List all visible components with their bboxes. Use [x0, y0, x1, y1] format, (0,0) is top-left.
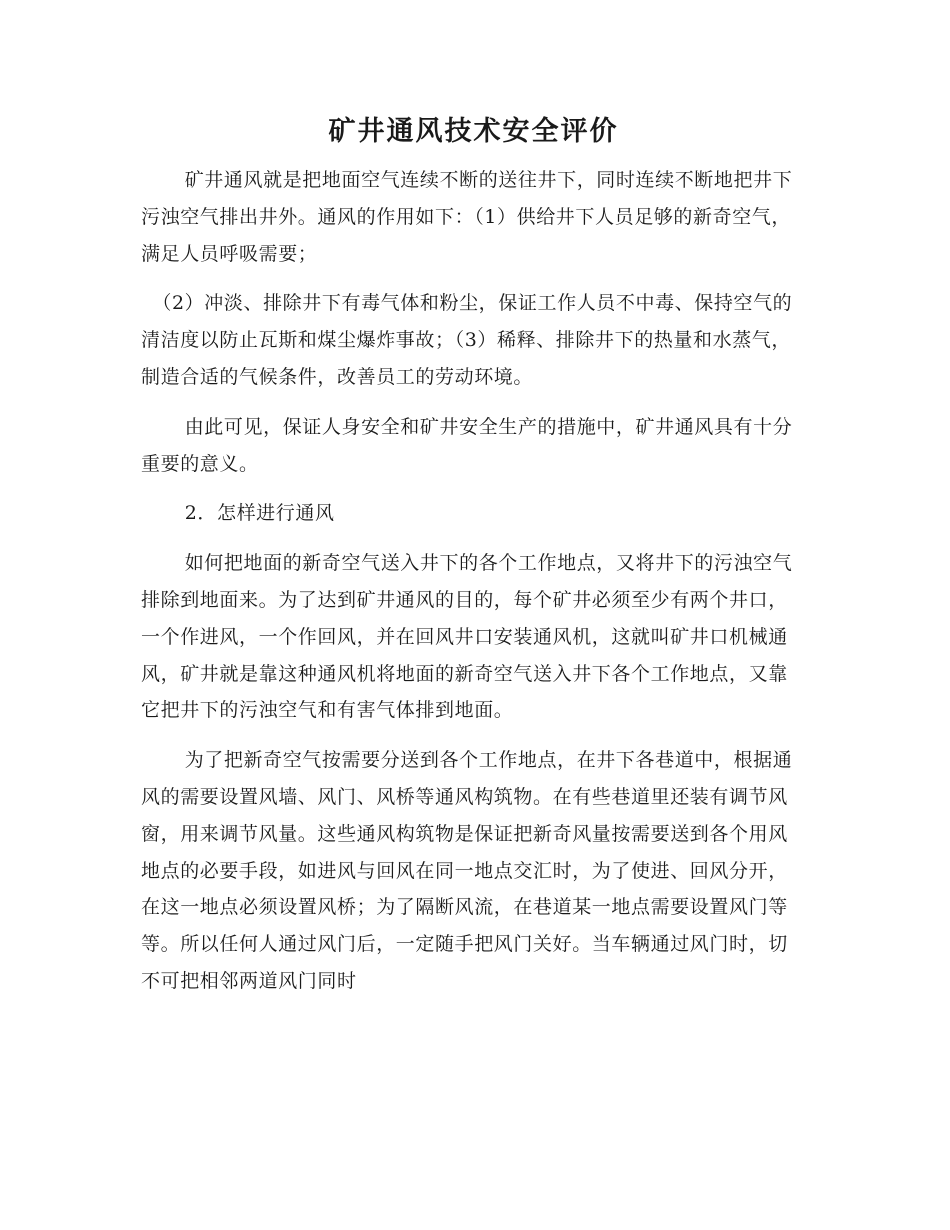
- paragraph-mechanical-ventilation: 如何把地面的新奇空气送入井下的各个工作地点，又将井下的污浊空气排除到地面来。为了达到矿井通风的目的，每个矿井必须至少有两个井口，一个作进风，一个作回风，并在回风井口安装通风机，这就叫矿井口机械通风，矿井就是靠这种通风机将地面的新奇空气送入井下各个工作地点，又靠它把井下的污浊空气和有害气体排到地面。: [141, 552, 793, 722]
- paragraph-ventilation-definition: 矿井通风就是把地面空气连续不断的送往井下，同时连续不断地把井下污浊空气排出井外。通风的作用如下：（1）供给井下人员足够的新奇空气，满足人员呼吸需要；: [141, 169, 793, 265]
- section-heading-how-to-ventilate: 2．怎样进行通风: [184, 502, 335, 525]
- paragraph-ventilation-functions: （2）冲淡、排除井下有毒气体和粉尘，保证工作人员不中毒、保持空气的清洁度以防止瓦斯和煤尘爆炸事故；（3）稀释、排除井下的热量和水蒸气，制造合适的气候条件，改善员工的劳动环境。: [141, 292, 793, 388]
- document-title: 矿井通风技术安全评价: [328, 116, 619, 147]
- paragraph-ventilation-structures: 为了把新奇空气按需要分送到各个工作地点，在井下各巷道中，根据通风的需要设置风墙、风门、风桥等通风构筑物。在有些巷道里还装有调节风窗，用来调节风量。这些通风构筑物是保证把新奇风量按需要送到各个用风地点的必要手段，如进风与回风在同一地点交汇时，为了使进、回风分开，在这一地点必须设置风桥；为了隔断风流，在巷道某一地点需要设置风门等等。所以任何人通过风门后，一定随手把风门关好。当车辆通过风门时，切不可把相邻两道风门同时: [141, 749, 793, 992]
- paragraph-importance: 由此可见，保证人身安全和矿井安全生产的措施中，矿井通风具有十分重要的意义。: [141, 415, 793, 475]
- document-page: [141, 112, 806, 1013]
